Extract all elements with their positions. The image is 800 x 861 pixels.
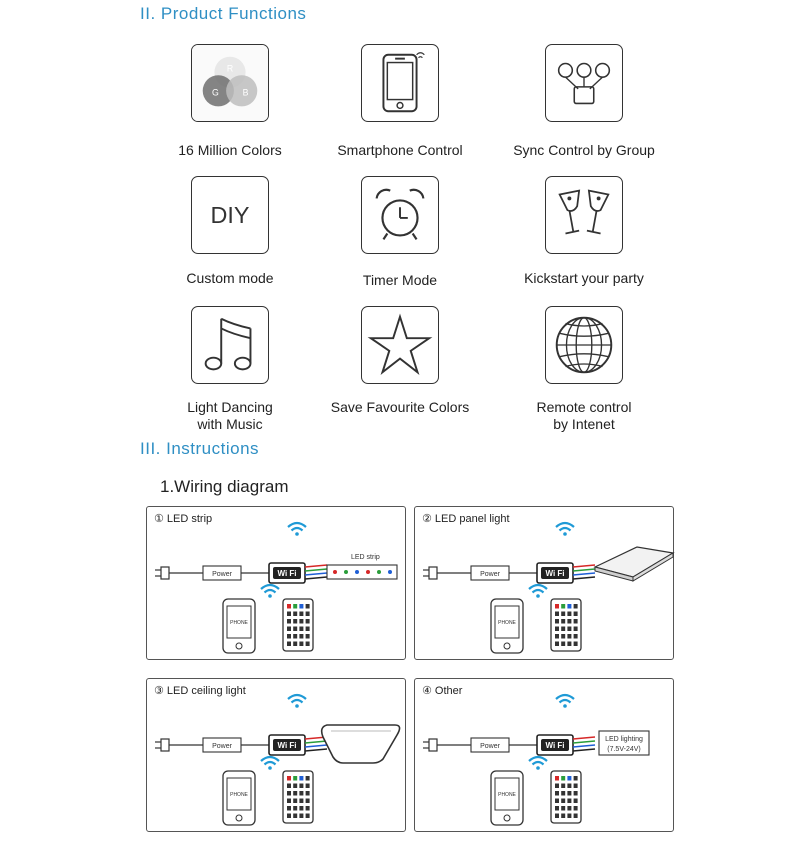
section-title-product-functions: II. Product Functions [140, 4, 307, 23]
wiring-panel-led-panel-light [414, 506, 674, 660]
wiring-diagram-svg [147, 507, 407, 661]
wifi-signal-icon [288, 523, 306, 536]
remote-control-icon [551, 599, 581, 651]
remote-control-icon [283, 771, 313, 823]
feature-grid [120, 44, 680, 434]
feature-label: Kickstart your party [524, 270, 644, 286]
wiring-diagram-svg [147, 679, 407, 833]
led-ceiling-light-icon [322, 725, 400, 763]
wifi-label: Wi Fi [277, 741, 297, 750]
rgb-wire [305, 573, 327, 575]
led-strip-label: LED strip [351, 554, 380, 561]
wifi-label: Wi Fi [277, 569, 297, 578]
panel-title: ④ Other [422, 685, 463, 697]
rgb-wire [305, 565, 327, 567]
rgb-wire [305, 749, 327, 751]
power-label: Power [480, 571, 500, 578]
wifi-signal-icon [529, 585, 547, 598]
phone-icon [223, 771, 255, 825]
rgb-wire [305, 569, 327, 571]
toast-glasses-icon [545, 176, 623, 254]
rgb-wire [573, 737, 595, 739]
wiring-panel-led-ceiling-light [146, 678, 406, 832]
wifi-label: Wi Fi [545, 741, 565, 750]
diy-text: DIY [210, 201, 250, 228]
phone-icon [491, 599, 523, 653]
led-lighting-voltage: (7.5V-24V) [607, 746, 641, 753]
wifi-signal-icon [556, 523, 574, 536]
feature-label: Remote control by Intenet [536, 399, 632, 432]
section-title-instructions: III. Instructions [140, 439, 260, 458]
feature-label: Custom mode [186, 270, 274, 286]
plug-icon [155, 567, 169, 579]
rgb-wire [573, 573, 595, 575]
rgb-wire [305, 577, 327, 579]
rgb-b-text: B [242, 87, 249, 98]
star-icon [361, 306, 439, 384]
wiring-diagram-svg [415, 507, 675, 661]
remote-control-icon [551, 771, 581, 823]
rgb-wire [573, 569, 595, 571]
rgb-wire [305, 741, 327, 743]
wifi-signal-icon [556, 695, 574, 708]
led-strip-icon [327, 565, 397, 579]
rgb-g-text: G [211, 87, 219, 98]
plug-icon [423, 567, 437, 579]
remote-control-icon [283, 599, 313, 651]
feature-label: Save Favourite Colors [330, 399, 470, 415]
power-label: Power [212, 571, 232, 578]
diy-icon [191, 176, 269, 254]
smartphone-icon [361, 44, 439, 122]
wifi-label: Wi Fi [545, 569, 565, 578]
wifi-signal-icon [261, 757, 279, 770]
feature-label: Timer Mode [362, 272, 438, 288]
rgb-wire [573, 577, 595, 579]
group-sync-icon [545, 44, 623, 122]
plug-icon [155, 739, 169, 751]
rgb-wire [573, 749, 595, 751]
panel-title: ① LED strip [154, 513, 213, 525]
globe-icon [545, 306, 623, 384]
wifi-signal-icon [261, 585, 279, 598]
plug-icon [423, 739, 437, 751]
phone-label: PHONE [498, 620, 516, 626]
rgb-wire [573, 741, 595, 743]
wiring-diagram-subtitle: 1.Wiring diagram [160, 477, 289, 496]
phone-label: PHONE [498, 792, 516, 798]
power-label: Power [480, 743, 500, 750]
phone-label: PHONE [230, 792, 248, 798]
rgb-wire [305, 745, 327, 747]
rgb-r-text: R [226, 63, 234, 74]
power-label: Power [212, 743, 232, 750]
music-note-icon [191, 306, 269, 384]
feature-label: Sync Control by Group [513, 142, 655, 158]
panel-title: ③ LED ceiling light [154, 685, 246, 697]
led-panel-light-icon [595, 547, 673, 581]
alarm-clock-icon [361, 176, 439, 254]
wiring-panel-other [414, 678, 674, 832]
phone-icon [223, 599, 255, 653]
rgb-circles-icon [191, 44, 269, 122]
led-lighting-label: LED lighting [605, 736, 643, 743]
feature-label: 16 Million Colors [178, 142, 282, 158]
feature-label: Smartphone Control [337, 142, 463, 158]
rgb-wire [573, 565, 595, 567]
phone-label: PHONE [230, 620, 248, 626]
wifi-signal-icon [288, 695, 306, 708]
panel-title: ② LED panel light [422, 513, 510, 525]
feature-label: Light Dancing with Music [187, 399, 273, 432]
rgb-wire [573, 745, 595, 747]
wiring-panel-led-strip [146, 506, 406, 660]
wifi-signal-icon [529, 757, 547, 770]
wiring-diagram-svg [415, 679, 675, 833]
phone-icon [491, 771, 523, 825]
